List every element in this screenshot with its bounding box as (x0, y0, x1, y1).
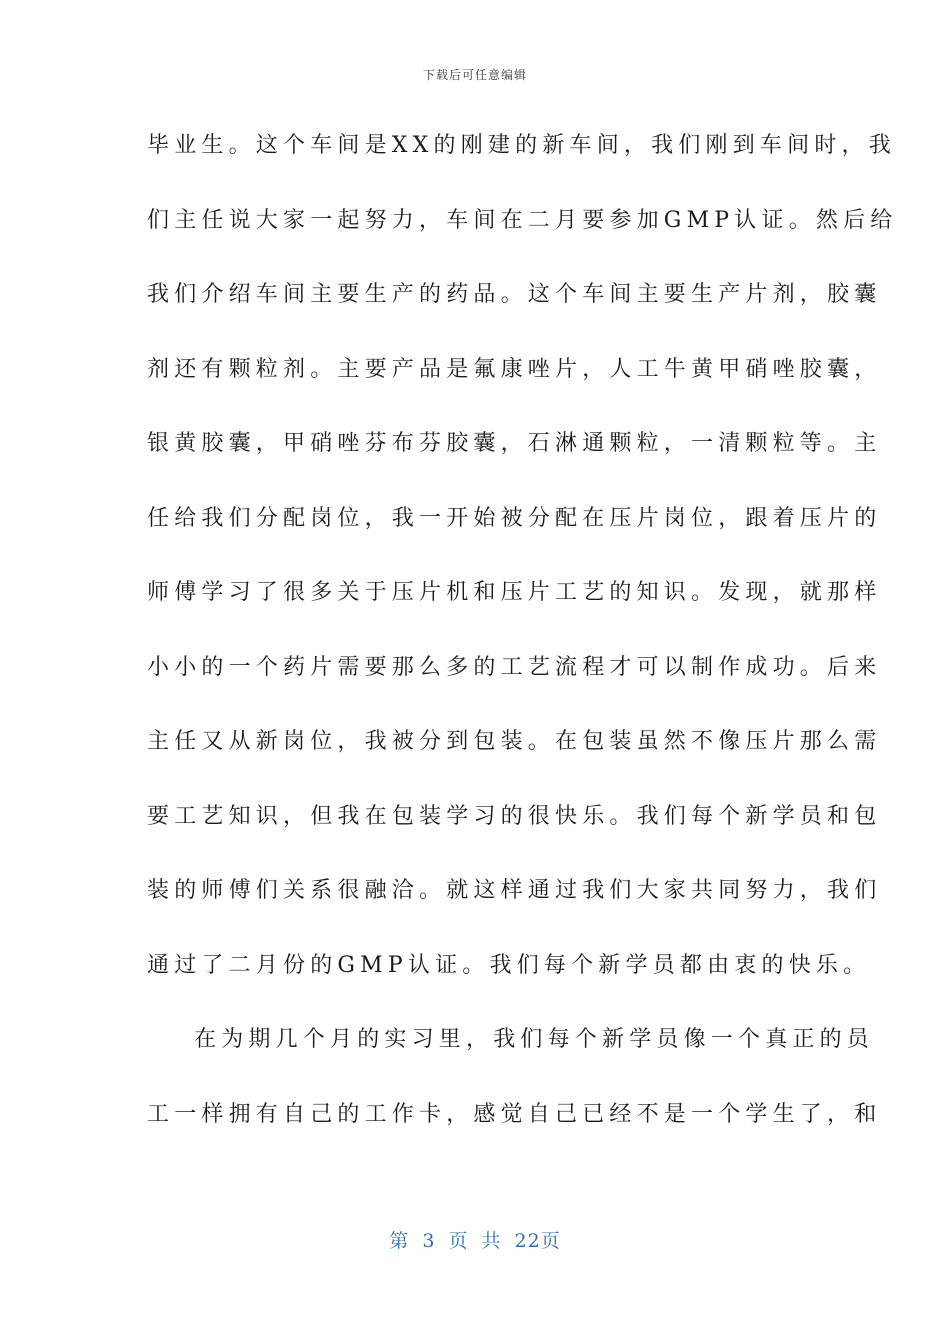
text-line: 师傅学习了很多关于压片机和压片工艺的知识。发现，就那样 (147, 580, 882, 605)
page-number-footer: 第 3 页 共 22页 (389, 1230, 561, 1252)
text-line: 我们介绍车间主要生产的药品。这个车间主要生产片剂，胶囊 (147, 282, 882, 307)
text-line: 小小的一个药片需要那么多的工艺流程才可以制作成功。后来 (147, 654, 882, 680)
text-line: 要工艺知识，但我在包装学习的很快乐。我们每个新学员和包 (147, 803, 882, 829)
text-line: 工一样拥有自己的工作卡，感觉自己已经不是一个学生了，和 (147, 1101, 882, 1127)
document-body (147, 122, 898, 1165)
text-line: 们主任说大家一起努力，车间在二月要参加GMP认证。然后给 (147, 207, 898, 233)
text-line: 主任又从新岗位，我被分到包装。在包装虽然不像压片那么需 (147, 729, 882, 754)
page-header: 下载后可任意编辑 (422, 68, 527, 82)
text-line: 剂还有颗粒剂。主要产品是氟康唑片，人工牛黄甲硝唑胶囊， (147, 356, 882, 382)
text-line: 银黄胶囊，甲硝唑芬布芬胶囊，石淋通颗粒，一清颗粒等。主 (147, 431, 882, 456)
text-line: 装的师傅们关系很融洽。就这样通过我们大家共同努力，我们 (147, 878, 882, 903)
paragraph-start-line: 在为期几个月的实习里，我们每个新学员像一个真正的员 (194, 1027, 875, 1052)
text-line: 任给我们分配岗位，我一开始被分配在压片岗位，跟着压片的 (147, 505, 882, 531)
text-line: 毕业生。这个车间是XX的刚建的新车间，我们刚到车间时，我 (147, 133, 896, 158)
text-line: 通过了二月份的GMP认证。我们每个新学员都由衷的快乐。 (147, 952, 871, 978)
